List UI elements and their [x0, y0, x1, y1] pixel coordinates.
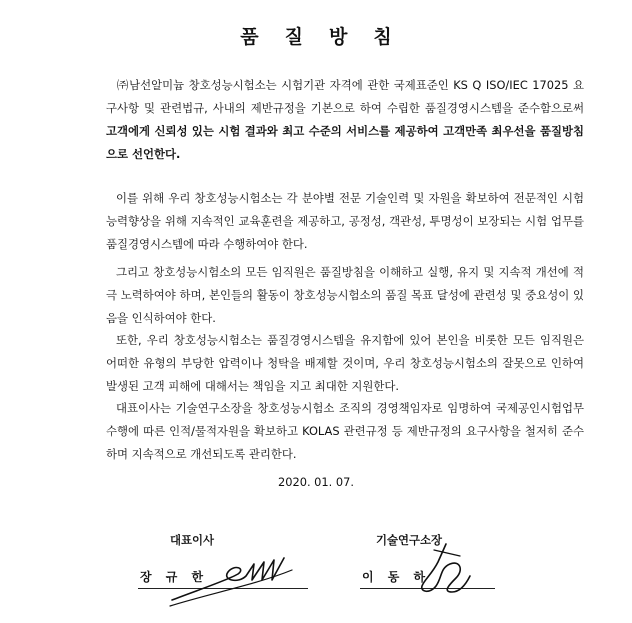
paragraph-intro-text: ㈜남선알미늄 창호성능시험소는 시험기관 자격에 관한 국제표준인 KS Q ISO/IEC 17025 요구사항 및 관련법규, 사내의 제반규정을 기본으로 하여 수립한 품질경영시스템을 준수함으로써: [106, 78, 584, 115]
signatory-role-ceo: 대표이사: [170, 533, 215, 547]
paragraph-impartiality-text: 또한, 우리 창호성능시험소는 품질경영시스템을 유지함에 있어 본인을 비롯한 모든 임직원은 어떠한 유형의 부당한 압력이나 청탁을 배제할 것이며, 우리 창호성능시험소의 잘못으로 인하여 발생된 고객 피해에 대해서는 책임을 지고 최대한 지원한다.: [106, 333, 584, 393]
paragraph-staff: [106, 261, 584, 330]
paragraph-resources-text: 이를 위해 우리 창호성능시험소는 각 분야별 전문 기술인력 및 자원을 확보하여 전문적인 시험능력향상을 위해 지속적인 교육훈련을 제공하고, 공정성, 객관성, 투명성이 보장되는 시험 업무를 품질경영시스템에 따라 수행하여야 한다.: [106, 191, 584, 251]
paragraph-staff-text: 그리고 창호성능시험소의 모든 임직원은 품질방침을 이해하고 실행, 유지 및 지속적 개선에 적극 노력하여야 하며, 본인들의 활동이 창호성능시험소의 품질 목표 달성에 관련성 및 중요성이 있음을 인식하여야 한다.: [106, 265, 584, 325]
signatory-name-director: 이 동 하: [362, 570, 431, 584]
signatory-role-director: 기술연구소장: [376, 533, 443, 547]
paragraph-intro: [106, 74, 584, 166]
document-date: 2020. 01. 07.: [277, 475, 355, 489]
handwritten-signature-director: [416, 540, 476, 600]
document-title: 품질방침: [240, 26, 418, 48]
paragraph-intro-emphasis: 고객에게 신뢰성 있는 시험 결과와 최고 수준의 서비스를 제공하여 고객만족 최우선을 품질방침으로 선언한다.: [106, 124, 584, 161]
paragraph-resources: [106, 187, 584, 256]
paragraph-management: [106, 397, 584, 466]
signatory-name-ceo: 장 규 한: [140, 570, 209, 584]
handwritten-signature-ceo: [168, 550, 308, 610]
paragraph-impartiality: [106, 329, 584, 398]
paragraph-management-text: 대표이사는 기술연구소장을 창호성능시험소 조직의 경영책임자로 임명하여 국제공인시험업무수행에 따른 인적/물적자원을 확보하고 KOLAS 관련규정 등 제반규정의 요구사항을 철저히 준수하며 지속적으로 개선되도록 관리한다.: [106, 401, 584, 461]
